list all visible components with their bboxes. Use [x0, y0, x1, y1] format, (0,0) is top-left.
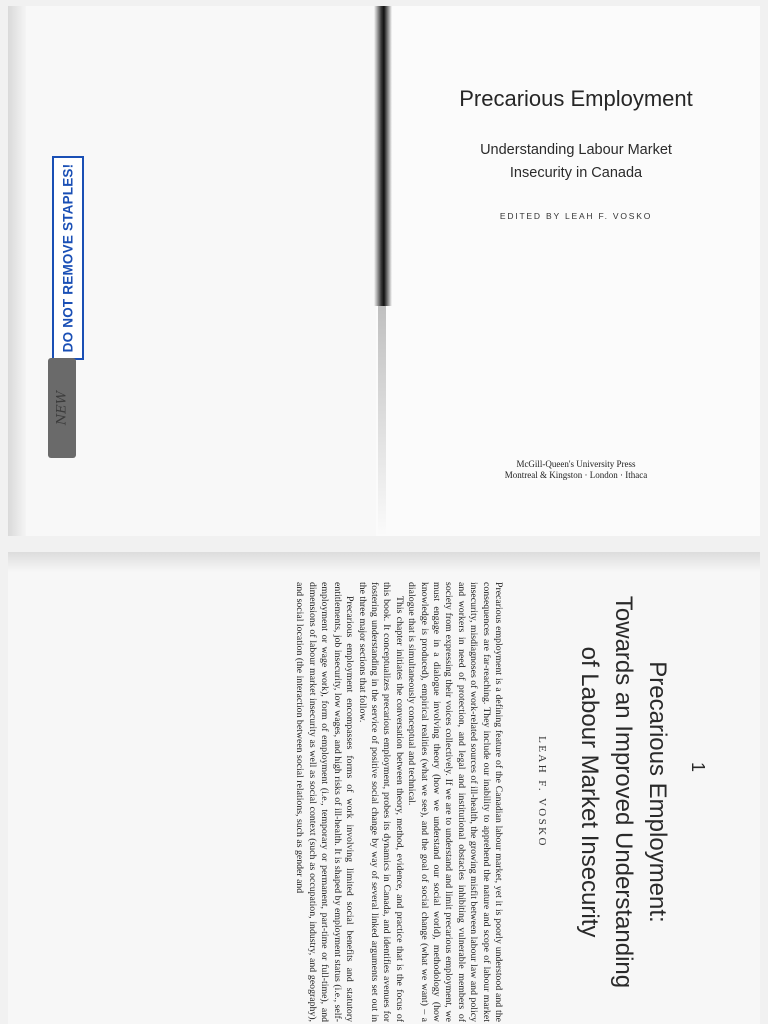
chapter-title	[572, 582, 674, 1002]
chapter-number: 1	[688, 762, 708, 773]
chapter-title-line-3: of Labour Market Insecurity	[576, 646, 603, 938]
chapter-title-line-1: Precarious Employment:	[644, 661, 671, 923]
chapter-body	[293, 582, 504, 1022]
book-subtitle	[392, 139, 760, 185]
binding-gutter-fade	[378, 306, 386, 536]
sticker-text: DO NOT REMOVE STAPLES!	[60, 163, 76, 353]
page-edge-shadow	[8, 6, 26, 536]
book-title: Precarious Employment	[459, 86, 693, 111]
editor-credit: EDITED BY LEAH F. VOSKO	[499, 211, 653, 221]
chapter-page-scan	[8, 552, 760, 1024]
rotated-chapter-page	[294, 562, 760, 1024]
publisher-name: McGill-Queen's University Press	[516, 459, 636, 469]
marker-scribble-text: NEW	[54, 390, 70, 426]
binding-gutter-shadow	[374, 6, 392, 306]
paragraph: This chapter initiates the conversation between theory, method, evidence, and practice that is the focus of this book. It conceptualizes precarious employment, probes its dynamics in Canada, and identifies avenues for fostering understanding in the service of positive social change by way of several linked arguments set out in the three major sections that follow.	[356, 582, 405, 1022]
marker-scribble	[48, 358, 76, 458]
chapter-page-content	[294, 562, 760, 1024]
title-spread-scan	[8, 6, 760, 536]
paragraph: Precarious employment is a defining feature of the Canadian labour market, yet it is poorly understood and the consequences are far-reaching. They include our inability to apprehend the nature and scope of labour market insecurity, misdiagnoses of work-related sources of ill-health, the growing misfit between labour law and policy and workers in need of protection, and legal and institutional obstacles inhibiting vulnerable members of society from expressing their voices collectively. If we are to understand and limit precarious employment, we must engage in a dialogue involving theory (how we understand our social world), methodology (how knowledge is produced), empirical realities (what we see), and the goal of social change (what we want) – a dialogue that is simultaneously conceptual and technical.	[406, 582, 504, 1022]
do-not-remove-staples-sticker	[52, 156, 84, 360]
subtitle-line-1: Understanding Labour Market	[480, 142, 672, 158]
chapter-author: LEAH F. VOSKO	[536, 736, 548, 848]
paragraph: Precarious employment encompasses forms of work involving limited social benefits and statutory entitlements, job insecurity, low wages, and high risks of ill-health. It is shaped by employment status (i.e., self-employment or wage work), form of employment (i.e., temporary or permanent, part-time or full-time), and dimensions of labour market insecurity as well as social context (such as occupation, industry, and geography), and social location (the interaction between social relations, such as gender and	[294, 582, 356, 1022]
subtitle-line-2: Insecurity in Canada	[509, 165, 643, 181]
chapter-title-line-2: Towards an Improved Understanding	[610, 595, 637, 989]
blank-left-page	[8, 6, 376, 536]
title-page	[392, 6, 760, 536]
publisher-places: Montreal & Kingston · London · Ithaca	[504, 470, 648, 480]
